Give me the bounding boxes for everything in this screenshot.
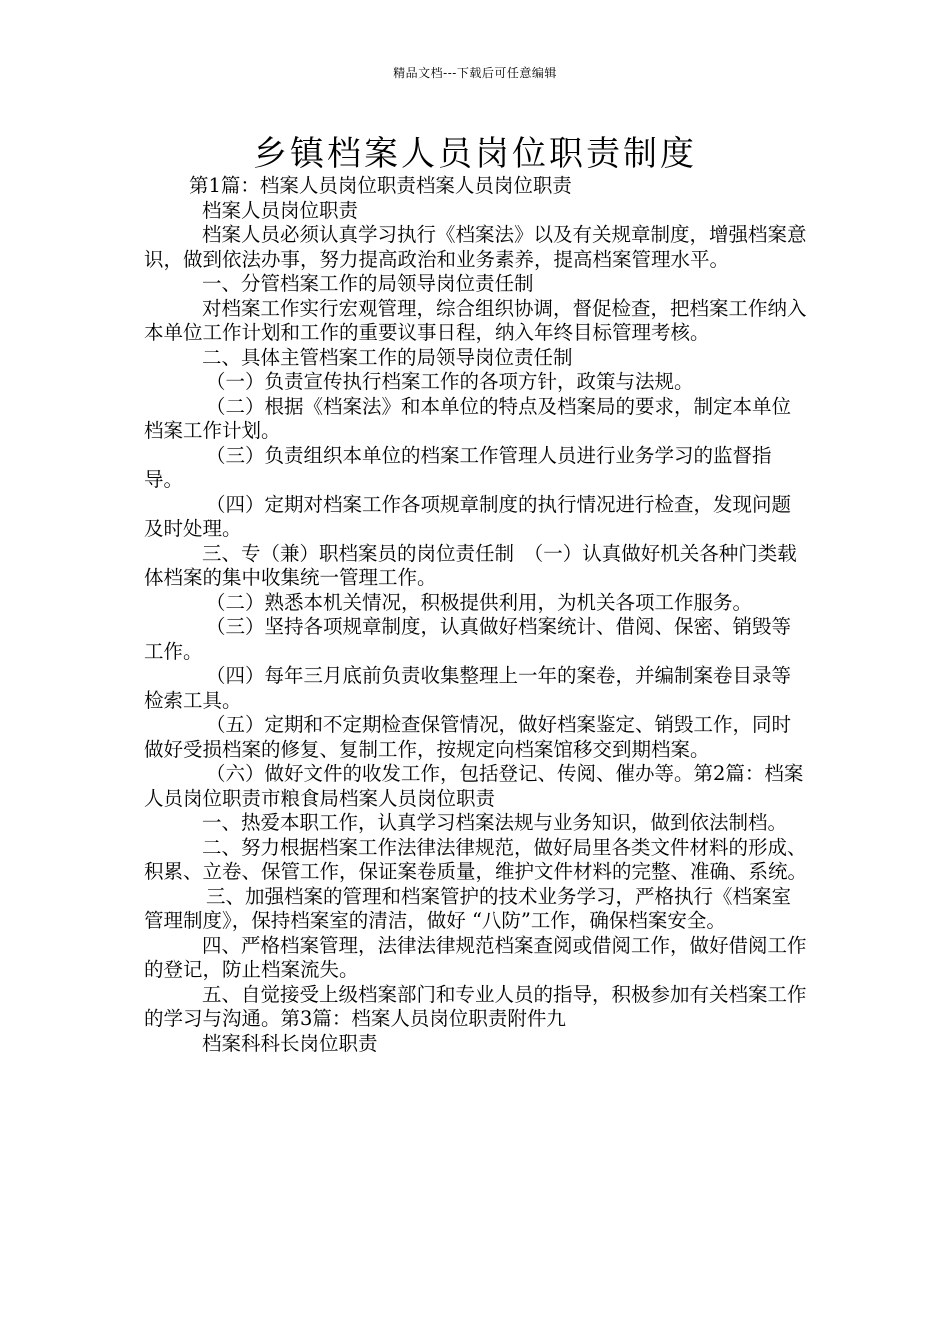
paragraph: 档案人员必须认真学习执行《档案法》以及有关规章制度，增强档案意识，做到依法办事，努力提高政治和业务素养，提高档案管理水平。 <box>144 223 807 271</box>
paragraph: 三、专（兼）职档案员的岗位责任制 （一）认真做好机关各种门类载体档案的集中收集统一管理工作。 <box>144 541 797 589</box>
paragraph: （五）定期和不定期检查保管情况，做好档案鉴定、销毁工作，同时做好受损档案的修复、复制工作，按规定向档案馆移交到期档案。 <box>144 713 792 761</box>
paragraph: （三）负责组织本单位的档案工作管理人员进行业务学习的监督指导。 <box>144 443 772 491</box>
paragraph: （二）熟悉本机关情况，积极提供利用，为机关各项工作服务。 <box>206 590 753 614</box>
paragraph: 五、自觉接受上级档案部门和专业人员的指导，积极参加有关档案工作的学习与沟通。第3篇：档案人员岗位职责附件九 <box>144 982 807 1030</box>
paragraph: （一）负责宣传执行档案工作的各项方针，政策与法规。 <box>206 370 694 393</box>
paragraph: 档案人员岗位职责 <box>202 198 359 222</box>
paragraph: 对档案工作实行宏观管理，综合组织协调，督促检查，把档案工作纳入本单位工作计划和工作的重要议事日程，纳入年终目标管理考核。 <box>144 296 807 344</box>
paragraph: （二）根据《档案法》和本单位的特点及档案局的要求，制定本单位档案工作计划。 <box>144 394 792 442</box>
paragraph: （六）做好文件的收发工作，包括登记、传阅、催办等。第2篇：档案人员岗位职责市粮食局档案人员岗位职责 <box>144 762 804 810</box>
page-header-note: 精品文档---下载后可任意编辑 <box>393 66 557 80</box>
paragraph: 二、努力根据档案工作法律法律规范，做好局里各类文件材料的形成、积累、立卷、保管工作，保证案卷质量，维护文件材料的完整、准确、系统。 <box>144 835 808 883</box>
paragraph: 档案科科长岗位职责 <box>202 1031 378 1055</box>
paragraph: 三、加强档案的管理和档案管护的技术业务学习，严格执行《档案室管理制度》，保持档案室的清洁，做好 “八防”工作，确保档案安全。 <box>144 884 792 932</box>
paragraph: 一、热爱本职工作，认真学习档案法规与业务知识，做到依法制档。 <box>202 811 788 834</box>
document-body <box>144 174 809 1056</box>
paragraph: （四）定期对档案工作各项规章制度的执行情况进行检查，发现问题及时处理。 <box>144 492 792 540</box>
document-title: 乡镇档案人员岗位职责制度 <box>253 134 697 174</box>
section-heading-part-1: 第1篇：档案人员岗位职责档案人员岗位职责 <box>189 174 572 197</box>
paragraph: 一、分管档案工作的局领导岗位责任制 <box>202 272 534 295</box>
paragraph: （三）坚持各项规章制度，认真做好档案统计、借阅、保密、销毁等工作。 <box>144 615 792 663</box>
paragraph: 二、具体主管档案工作的局领导岗位责任制 <box>202 345 573 369</box>
paragraph: 四、严格档案管理，法律法律规范档案查阅或借阅工作，做好借阅工作的登记，防止档案流失。 <box>144 933 807 981</box>
paragraph: （四）每年三月底前负责收集整理上一年的案卷，并编制案卷目录等检索工具。 <box>144 664 792 712</box>
